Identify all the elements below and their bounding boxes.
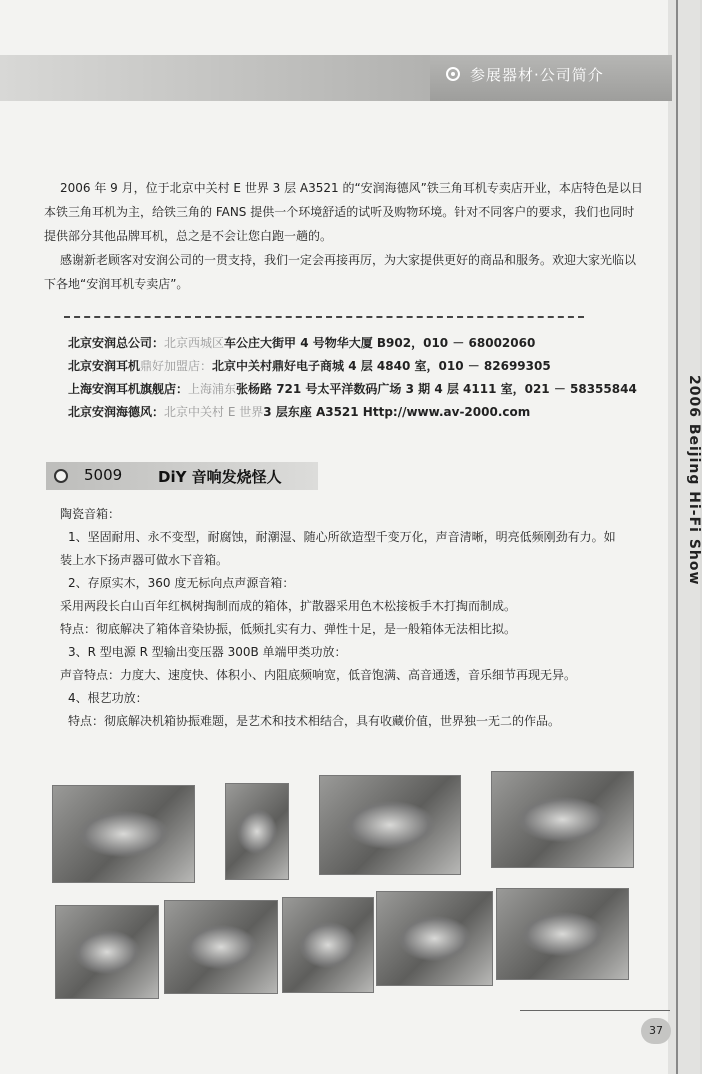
photo-ceramic-speaker <box>225 783 289 880</box>
photo-tube-amp-chassis <box>496 888 629 980</box>
body-line: 2、存原实木，360 度无标向点声源音箱： <box>68 576 295 590</box>
footer-rule <box>520 1010 670 1011</box>
store-entry <box>68 378 658 401</box>
body-line: 4、根艺功放： <box>68 691 148 705</box>
intro-paragraph: 2006 年 9 月，位于北京中关村 E 世界 3 层 A3521 的“安润海德风”铁三角耳机专卖店开业，本店特色是以日本铁三角耳机为主，给铁三角的 FANS 提供一个环境舒适的试听及购物环境。针对不同客户的要求，我们也同时提供部分其他品牌耳机，总之是不会让您白跑一趟的。 <box>44 181 643 243</box>
photo-root-art-amp-long <box>164 900 278 994</box>
body-line: 装上水下扬声器可做水下音箱。 <box>60 553 229 567</box>
photo-root-art-amp-top <box>491 771 634 868</box>
store-address: 3 层东座 A3521 Http://www.av-2000.com <box>263 405 531 419</box>
exhibitor-number: 5009 <box>84 466 123 484</box>
header-band-light <box>0 55 430 101</box>
spine-text: 2006 Beijing Hi-Fi Show <box>686 375 702 586</box>
photo-root-art-amp-wide <box>376 891 493 986</box>
body-line: 特点：彻底解决了箱体音染协振，低频扎实有力、弹性十足，是一般箱体无法相比拟。 <box>60 622 517 636</box>
body-line: 3、R 型电源 R 型输出变压器 300B 单端甲类功放： <box>68 645 347 659</box>
store-list <box>68 332 658 424</box>
store-name: 上海安润耳机旗舰店： <box>68 382 189 396</box>
store-name: 北京安润海德风： <box>68 405 165 419</box>
store-entry <box>68 355 658 378</box>
header-title <box>446 64 604 85</box>
photo-tube-amp-silver <box>55 905 159 999</box>
store-entry <box>68 332 658 355</box>
store-location: 北京西城区 <box>164 336 225 350</box>
store-entry <box>68 401 658 424</box>
store-address: 张杨路 721 号太平洋数码广场 3 期 4 层 4111 室，021 － 58355844 <box>236 382 637 396</box>
store-location: 北京中关村 E 世界 <box>164 405 264 419</box>
store-name: 北京安润耳机 <box>68 359 141 373</box>
intro-text <box>44 176 644 296</box>
exhibitor-name: DiY 音响发烧怪人 <box>158 468 282 486</box>
body-line: 陶瓷音箱： <box>60 507 121 521</box>
photo-speaker-pair <box>319 775 461 875</box>
intro-paragraph: 感谢新老顾客对安润公司的一贯支持，我们一定会再接再厉，为大家提供更好的商品和服务。欢迎大家光临以下各地“安润耳机专卖店”。 <box>44 253 637 291</box>
store-address: 北京中关村鼎好电子商城 4 层 4840 室，010 － 82699305 <box>212 359 551 373</box>
target-bullet-icon <box>446 67 460 81</box>
store-name: 北京安润总公司： <box>68 336 165 350</box>
body-line: 声音特点：力度大、速度快、体积小、内阻底频响宽，低音饱满、高音通透，音乐细节再现无异。 <box>60 668 577 682</box>
body-line: 特点：彻底解决机箱协振难题，是艺术和技术相结合，具有收藏价值，世界独一无二的作品。 <box>68 714 561 728</box>
store-location: 鼎好加盟店： <box>140 359 213 373</box>
product-description <box>60 503 640 733</box>
circle-bullet-icon <box>54 469 68 483</box>
dashed-divider <box>64 316 584 318</box>
body-line: 采用两段长白山百年红枫树掏制而成的箱体，扩散器采用色木松接板手木打掏而制成。 <box>60 599 517 613</box>
store-address: 车公庄大街甲 4 号物华大厦 B902，010 － 68002060 <box>224 336 536 350</box>
photo-round-tube-amp <box>282 897 374 993</box>
store-location: 上海浦东 <box>188 382 237 396</box>
page-number: 37 <box>641 1018 671 1044</box>
header-title-text: 参展器材·公司简介 <box>470 66 604 84</box>
body-line: 1、坚固耐用、永不变型，耐腐蚀，耐潮湿、随心所欲造型千变万化，声音清晰，明亮低频刚劲有力。如 <box>68 530 616 544</box>
spine-divider <box>676 0 678 1074</box>
photo-audio-room <box>52 785 195 883</box>
